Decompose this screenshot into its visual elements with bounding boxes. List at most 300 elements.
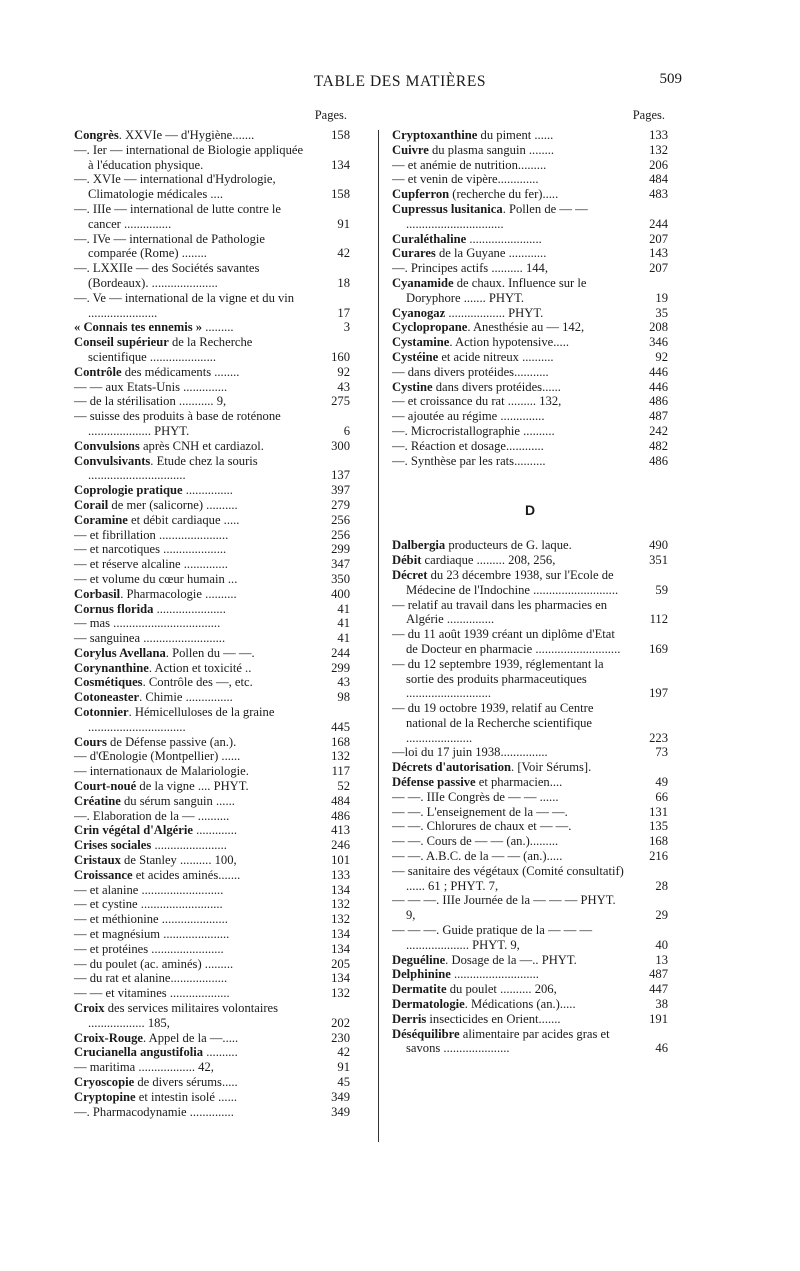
entry-page-number: 168 [649,834,668,849]
entry-text: — et anémie de nutrition......... [392,157,547,172]
entry-text: Corylus Avellana. Pollen du — —. [74,645,255,660]
index-entry [74,646,350,661]
entry-page-number: 132 [649,142,668,157]
entry-page-number: 447 [649,982,668,997]
entry-page-number: 484 [331,793,350,808]
entry-text: Dermatologie. Médications (an.)..... [392,997,576,1012]
entry-page-number: 197 [649,686,668,701]
entry-text: Corynanthine. Action et toxicité .. [74,660,252,675]
entry-text: — du 11 août 1939 créant un diplôme d'Etat de Docteur en pharmacie ........................... [392,627,621,656]
entry-text: Cystine dans divers protéides...... [392,379,561,394]
index-entry [74,764,350,779]
index-entry [392,350,668,365]
index-entry [74,986,350,1001]
entry-page-number: 19 [655,290,668,305]
entry-text: Cryoscopie de divers sérums..... [74,1075,238,1089]
index-entry [392,172,668,187]
index-entry [74,528,350,543]
section-gap [392,468,668,494]
entry-page-number: 133 [331,867,350,882]
index-entry [392,864,668,894]
entry-page-number: 347 [331,557,350,572]
entry-text: Cyanamide de chaux. Influence sur le Doryphore ....... PHYT. [392,275,587,305]
entry-page-number: 137 [331,468,350,483]
index-entry [74,883,350,898]
index-entry [392,306,668,321]
entry-text: Coramine et débit cardiaque ..... [74,512,240,527]
index-entry [74,557,350,572]
entry-text: —. Synthèse par les rats.......... [392,453,546,468]
entry-text: Croissance et acides aminés....... [74,867,241,882]
index-entry [392,923,668,953]
entry-text: —. Microcristallographie .......... [392,423,555,438]
entry-page-number: 41 [337,601,350,616]
entry-text: — et narcotiques .................... [74,542,227,557]
entry-text: — et réserve alcaline .............. [74,557,228,572]
index-entry [74,1045,350,1060]
index-entry [392,745,668,760]
entry-page-number: 397 [331,483,350,498]
entry-page-number: 446 [649,364,668,379]
entry-page-number: 207 [649,231,668,246]
entry-text: — relatif au travail dans les pharmacies en Algérie ............... [392,597,608,627]
index-entry [392,424,668,439]
index-entry [74,779,350,794]
index-entry [392,365,668,380]
index-entry [392,538,668,553]
entry-page-number: 135 [649,819,668,834]
entry-page-number: 244 [649,216,668,231]
entry-text: Corail de mer (salicorne) .......... [74,497,238,512]
entry-text: — et venin de vipère............. [392,172,539,187]
index-entry [74,320,350,335]
entry-text: — du 12 septembre 1939, réglementant la sortie des produits pharmaceutiques ........................... [392,656,604,701]
entry-page-number: 132 [331,912,350,927]
entry-page-number: 490 [649,538,668,553]
entry-text: — du poulet (ac. aminés) ......... [74,956,234,971]
entry-text: Croix des services militaires volontaires .................. 185, [74,1001,279,1030]
entry-text: Derris insecticides en Orient....... [392,1011,561,1026]
entry-page-number: 216 [649,849,668,864]
index-entry [74,291,350,321]
entry-page-number: 134 [331,971,350,986]
entry-page-number: 486 [331,808,350,823]
index-entry [392,454,668,469]
entry-page-number: 40 [655,937,668,952]
entry-text: —. XVIe — international d'Hydrologie, Climatologie médicales .... [74,172,276,202]
entry-text: —. Ier — international de Biologie appliquée à l'éducation physique. [74,142,304,172]
entry-page-number: 205 [331,956,350,971]
index-entry [74,1060,350,1075]
entry-text: Cryptoxanthine du piment ...... [392,128,554,142]
entry-text: — —. L'enseignement de la — —. [392,804,568,819]
entry-text: — de la stérilisation ........... 9, [74,394,227,409]
index-entry [392,380,668,395]
entry-page-number: 43 [337,675,350,690]
entry-page-number: 346 [649,335,668,350]
entry-text: — et volume du cœur humain ... [74,571,238,586]
entry-page-number: 42 [337,246,350,261]
entry-text: —. Ve — international de la vigne et du vin ...................... [74,290,295,320]
entry-text: Cuivre du plasma sanguin ........ [392,142,555,157]
right-column [392,108,668,1056]
entry-text: — — —. Guide pratique de la — — — .................... PHYT. 9, [392,923,593,952]
entry-page-number: 160 [331,349,350,364]
entry-page-number: 91 [337,216,350,231]
entry-text: — d'Œnologie (Montpellier) ...... [74,749,241,764]
entry-text: —. Réaction et dosage............ [392,438,544,453]
entry-text: Débit cardiaque ......... 208, 256, [392,553,556,568]
entry-page-number: 101 [331,853,350,868]
entry-page-number: 92 [655,349,668,364]
index-entry [392,568,668,598]
entry-page-number: 42 [337,1045,350,1060]
entry-text: — — —. IIIe Journée de la — — — PHYT. 9, [392,893,616,923]
entry-page-number: 143 [649,246,668,261]
entry-text: — et cystine .......................... [74,897,223,912]
entry-page-number: 134 [331,882,350,897]
entry-page-number: 3 [343,320,350,335]
index-entry [392,657,668,701]
running-header [0,62,800,92]
index-entry [392,276,668,306]
entry-page-number: 132 [331,749,350,764]
entry-page-number: 45 [337,1075,350,1089]
entry-text: Court-noué de la vigne .... PHYT. [74,779,249,794]
index-entry [392,246,668,261]
entry-text: Cotoneaster. Chimie ............... [74,690,233,705]
index-entry [74,1031,350,1046]
entry-text: Crin végétal d'Algérie ............. [74,823,237,838]
index-entry [74,498,350,513]
index-entry [74,749,350,764]
index-entry [74,454,350,484]
entry-text: Coprologie pratique ............... [74,483,233,498]
index-entry [74,661,350,676]
index-entry [74,483,350,498]
entry-page-number: 17 [337,305,350,320]
entry-page-number: 134 [331,941,350,956]
index-entry [74,809,350,824]
entry-page-number: 202 [331,1015,350,1030]
index-entry [74,853,350,868]
entry-text: Cristaux de Stanley .......... 100, [74,853,237,868]
index-entry [74,912,350,927]
index-entry [392,849,668,864]
entry-page-number: 349 [331,1089,350,1104]
entry-page-number: 46 [655,1041,668,1056]
entry-text: — internationaux de Malariologie. [74,764,249,779]
entry-text: Cupressus lusitanica. Pollen de — — ............................... [392,201,588,231]
entry-page-number: 132 [331,986,350,1001]
entry-page-number: 92 [337,364,350,379]
index-entry [392,232,668,247]
entry-text: Crucianella angustifolia .......... [74,1045,238,1060]
entry-page-number: 486 [649,394,668,409]
entry-page-number: 41 [337,616,350,631]
entry-text: —. Principes actifs .......... 144, [392,261,549,276]
entry-page-number: 486 [649,453,668,468]
entry-text: Cupferron (recherche du fer)..... [392,187,559,202]
entry-text: « Connais tes ennemis » ......... [74,320,234,335]
entry-text: Cotonnier. Hémicelluloses de la graine ............................... [74,705,275,734]
entry-page-number: 169 [649,641,668,656]
entry-page-number: 191 [649,1011,668,1026]
index-entry [392,553,668,568]
entry-text: Cyclopropane. Anesthésie au — 142, [392,320,585,335]
index-entry-list [392,538,668,1056]
entry-text: — ajoutée au régime .............. [392,409,545,424]
index-entry [392,1012,668,1027]
index-entry [392,187,668,202]
entry-text: Curares de la Guyane ............ [392,246,547,261]
index-entry [392,997,668,1012]
index-entry [74,143,350,173]
index-entry [74,380,350,395]
index-entry [392,598,668,628]
entry-page-number: 299 [331,660,350,675]
entry-text: Décrets d'autorisation. [Voir Sérums]. [392,760,592,775]
entry-page-number: 134 [331,927,350,942]
entry-page-number: 117 [331,764,350,779]
entry-page-number: 487 [649,967,668,982]
index-entry [392,320,668,335]
column-divider [378,130,379,1142]
entry-text: — et magnésium ..................... [74,927,230,942]
entry-text: Crises sociales ....................... [74,838,227,853]
entry-page-number: 91 [337,1060,350,1075]
entry-text: Déséquilibre alimentaire par acides gras et savons ..................... [392,1026,610,1056]
entry-page-number: 400 [331,586,350,601]
index-entry [392,790,668,805]
index-entry [74,365,350,380]
index-entry [392,701,668,745]
index-entry [392,409,668,424]
entry-text: — et protéines ....................... [74,941,224,956]
entry-text: Décret du 23 décembre 1938, sur l'Ecole de Médecine de l'Indochine ........................... [392,567,619,597]
pages-column-label: Pages. [632,108,665,122]
entry-page-number: 38 [655,997,668,1012]
page-number: 509 [659,71,682,87]
entry-page-number: 487 [649,409,668,424]
index-entry [74,261,350,291]
entry-page-number: 299 [331,542,350,557]
entry-page-number: 446 [649,379,668,394]
index-entry-list [74,128,350,1119]
entry-text: Convulsivants. Etude chez la souris ............................... [74,453,258,483]
entry-text: —. IVe — international de Pathologie comparée (Rome) ........ [74,231,265,261]
entry-page-number: 351 [649,553,668,568]
index-entry [74,838,350,853]
index-entry [74,172,350,202]
pages-column-label: Pages. [314,108,347,122]
index-entry [74,616,350,631]
index-entry [392,128,668,143]
entry-page-number: 158 [331,128,350,142]
entry-text: —. Elaboration de la — .......... [74,808,230,823]
index-entry [392,834,668,849]
entry-text: — du 19 octobre 1939, relatif au Centre national de la Recherche scientifique ..................... [392,701,594,745]
entry-page-number: 6 [343,423,350,438]
index-entry [74,1090,350,1105]
index-entry [74,335,350,365]
entry-text: — et méthionine ..................... [74,912,228,927]
index-entry [392,953,668,968]
index-entry [392,893,668,923]
entry-page-number: 29 [655,908,668,923]
entry-text: — suisse des produits à base de roténone .................... PHYT. [74,409,281,438]
index-entry [74,823,350,838]
entry-text: — du rat et alanine.................. [74,971,228,986]
entry-page-number: 18 [337,275,350,290]
index-entry [392,982,668,997]
entry-text: —loi du 17 juin 1938............... [392,745,548,760]
entry-text: Contrôle des médicaments ........ [74,364,240,379]
index-entry [74,1105,350,1120]
entry-text: Cryptopine et intestin isolé ...... [74,1089,238,1104]
entry-page-number: 98 [337,690,350,705]
entry-text: Deguéline. Dosage de la —.. PHYT. [392,952,577,967]
index-entry [74,602,350,617]
index-entry [74,971,350,986]
entry-page-number: 43 [337,379,350,394]
entry-page-number: 133 [649,128,668,142]
index-entry [392,439,668,454]
entry-text: — et croissance du rat ......... 132, [392,394,562,409]
entry-text: Dermatite du poulet .......... 206, [392,982,557,997]
index-entry [74,1075,350,1090]
entry-page-number: 246 [331,838,350,853]
entry-page-number: 158 [331,187,350,202]
entry-text: — — aux Etats-Unis .............. [74,379,228,394]
index-entry-list [392,128,668,468]
index-entry [74,927,350,942]
index-entry [392,394,668,409]
entry-text: — —. IIIe Congrès de — — ...... [392,789,559,804]
entry-page-number: 168 [331,734,350,749]
index-entry [74,202,350,232]
index-entry [74,1001,350,1031]
entry-page-number: 275 [331,394,350,409]
entry-text: Cours de Défense passive (an.). [74,734,237,749]
entry-page-number: 483 [649,187,668,202]
entry-page-number: 131 [649,804,668,819]
entry-text: Corbasil. Pharmacologie .......... [74,586,237,601]
entry-page-number: 279 [331,497,350,512]
entry-text: — sanitaire des végétaux (Comité consultatif) ...... 61 ; PHYT. 7, [392,863,624,893]
index-entry [74,439,350,454]
entry-text: —. IIIe — international de lutte contre le cancer ............... [74,201,282,231]
entry-page-number: 132 [331,897,350,912]
entry-page-number: 300 [331,438,350,453]
entry-page-number: 59 [655,582,668,597]
index-entry [392,805,668,820]
index-entry [392,335,668,350]
entry-text: Conseil supérieur de la Recherche scientifique ..................... [74,335,253,364]
entry-page-number: 223 [649,730,668,745]
entry-page-number: 66 [655,789,668,804]
index-entry [74,868,350,883]
index-entry [74,942,350,957]
index-entry [392,775,668,790]
index-entry [74,631,350,646]
entry-page-number: 244 [331,645,350,660]
index-entry [392,627,668,657]
page-title: TABLE DES MATIÈRES [313,73,487,90]
index-entry [74,232,350,262]
entry-text: Croix-Rouge. Appel de la —..... [74,1030,239,1045]
index-entry [74,675,350,690]
index-entry [74,794,350,809]
entry-text: —. Pharmacodynamie .............. [74,1104,234,1119]
index-entry [392,158,668,173]
entry-page-number: 41 [337,631,350,646]
entry-text: — — et vitamines ................... [74,986,230,1001]
index-entry [74,957,350,972]
index-entry [392,202,668,232]
entry-page-number: 35 [655,305,668,320]
entry-text: Convulsions après CNH et cardiazol. [74,438,264,453]
entry-page-number: 242 [649,423,668,438]
left-column [74,108,350,1119]
entry-text: — et fibrillation ...................... [74,527,229,542]
section-letter: D [524,502,536,519]
entry-page-number: 350 [331,571,350,586]
index-entry [74,735,350,750]
entry-text: — dans divers protéides........... [392,364,549,379]
entry-text: — sanguinea .......................... [74,631,226,646]
entry-text: Créatine du sérum sanguin ...... [74,793,235,808]
entry-text: — mas .................................. [74,616,221,631]
entry-page-number: 13 [655,952,668,967]
index-entry [74,897,350,912]
index-entry [74,542,350,557]
entry-text: — —. Chlorures de chaux et — —. [392,819,572,834]
entry-text: Cyanogaz .................. PHYT. [392,305,544,320]
entry-text: — —. A.B.C. de la — — (an.)..... [392,849,563,864]
index-entry [392,143,668,158]
entry-page-number: 206 [649,157,668,172]
index-entry [392,261,668,276]
entry-text: Défense passive et pharmacien.... [392,775,563,790]
entry-text: Delphinine ........................... [392,967,539,982]
entry-text: Congrès. XXVIe — d'Hygiène....... [74,128,255,142]
index-entry [74,572,350,587]
index-entry [74,690,350,705]
entry-text: Cystamine. Action hypotensive..... [392,335,570,350]
entry-page-number: 49 [655,775,668,790]
entry-page-number: 112 [649,612,668,627]
index-entry [392,819,668,834]
entry-page-number: 349 [331,1104,350,1119]
entry-page-number: 445 [331,719,350,734]
entry-page-number: 207 [649,261,668,276]
entry-text: — —. Cours de — — (an.)......... [392,834,559,849]
index-entry [392,760,668,775]
index-entry [74,587,350,602]
index-entry [74,513,350,528]
entry-page-number: 28 [655,878,668,893]
entry-text: Cystéine et acide nitreux .......... [392,349,554,364]
entry-page-number: 482 [649,438,668,453]
index-entry [74,394,350,409]
entry-page-number: 73 [655,745,668,760]
entry-page-number: 208 [649,320,668,335]
entry-page-number: 256 [331,527,350,542]
entry-text: — maritima .................. 42, [74,1060,214,1075]
entry-text: Dalbergia producteurs de G. laque. [392,538,572,553]
entry-text: — et alanine .......................... [74,882,224,897]
